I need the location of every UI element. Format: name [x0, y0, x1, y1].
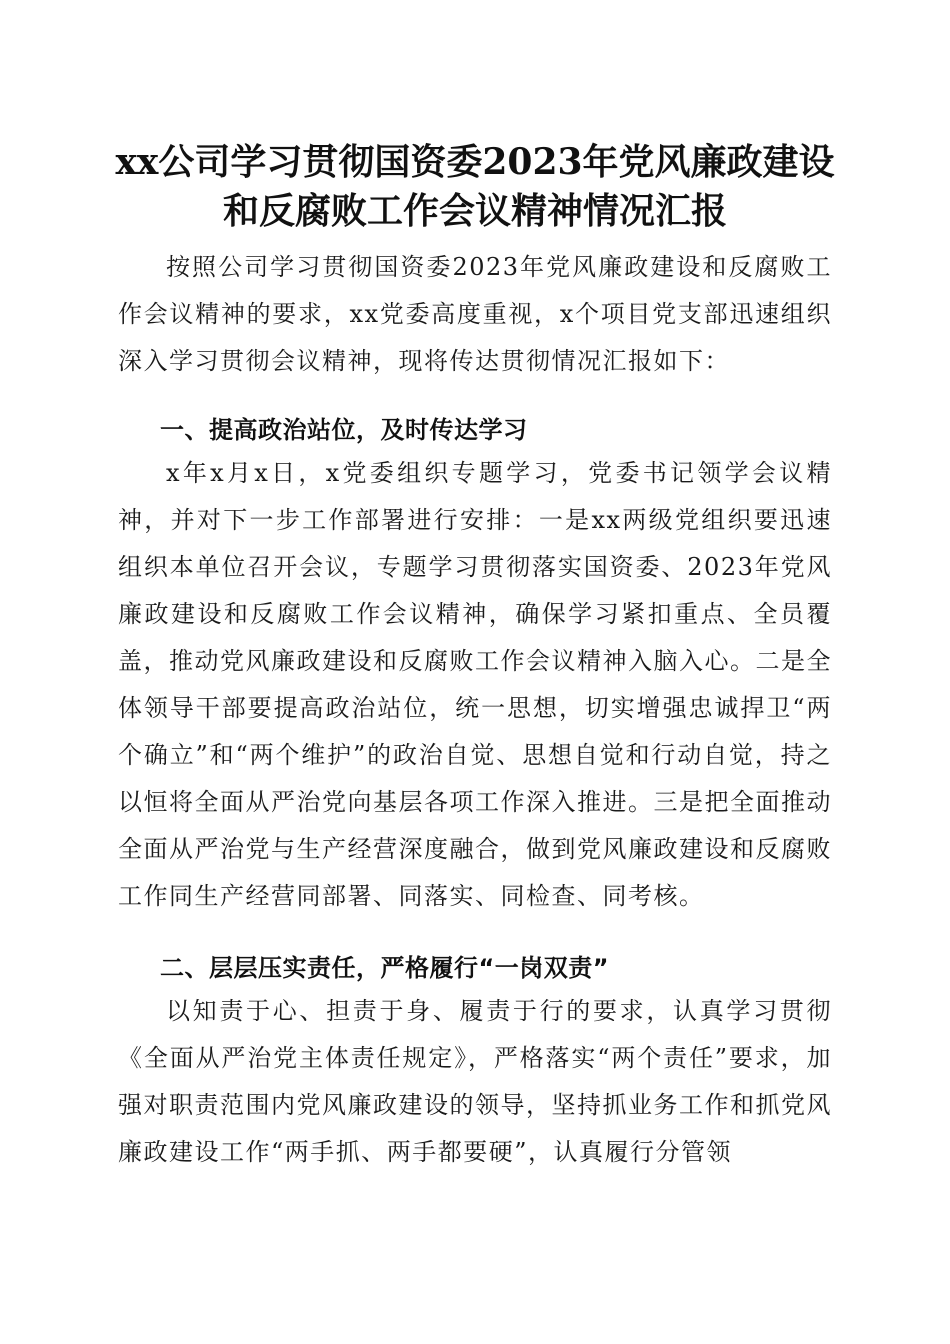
- intro-paragraph: [118, 244, 832, 385]
- document-title-line-2: 和反腐败工作会议精神情况汇报: [222, 190, 727, 232]
- intro-text: 按照公司学习贯彻国资委2023年党风廉政建设和反腐败工作会议精神的要求，xx党委高度重视，x个项目党支部迅速组织深入学习贯彻会议精神，现将传达贯彻情况汇报如下：: [118, 253, 832, 375]
- section-2-text: 以知责于心、担责于身、履责于行的要求，认真学习贯彻《全面从严治党主体责任规定》，严格落实“两个责任”要求，加强对职责范围内党风廉政建设的领导，坚持抓业务工作和抓党风廉政建设工作“两手抓、两手都要硬”，认真履行分管领: [118, 997, 832, 1166]
- document-title-line-1: xx公司学习贯彻国资委2023年党风廉政建设: [115, 141, 835, 183]
- section-2-heading: 二、层层压实责任，严格履行“一岗双责”: [160, 954, 610, 982]
- section-1-heading: 一、提高政治站位，及时传达学习: [160, 416, 528, 444]
- section-1-text: x年x月x日，x党委组织专题学习，党委书记领学会议精神，并对下一步工作部署进行安排：一是xx两级党组织要迅速组织本单位召开会议，专题学习贯彻落实国资委、2023年党风廉政建设和反腐败工作会议精神，确保学习紧扣重点、全员覆盖，推动党风廉政建设和反腐败工作会议精神入脑入心。二是全体领导干部要提高政治站位，统一思想，切实增强忠诚捍卫“两个确立”和“两个维护”的政治自觉、思想自觉和行动自觉，持之以恒将全面从严治党向基层各项工作深入推进。三是把全面推动全面从严治党与生产经营深度融合，做到党风廉政建设和反腐败工作同生产经营同部署、同落实、同检查、同考核。: [118, 459, 832, 910]
- section-2-paragraph: [118, 988, 832, 1176]
- section-1-paragraph: [118, 450, 832, 920]
